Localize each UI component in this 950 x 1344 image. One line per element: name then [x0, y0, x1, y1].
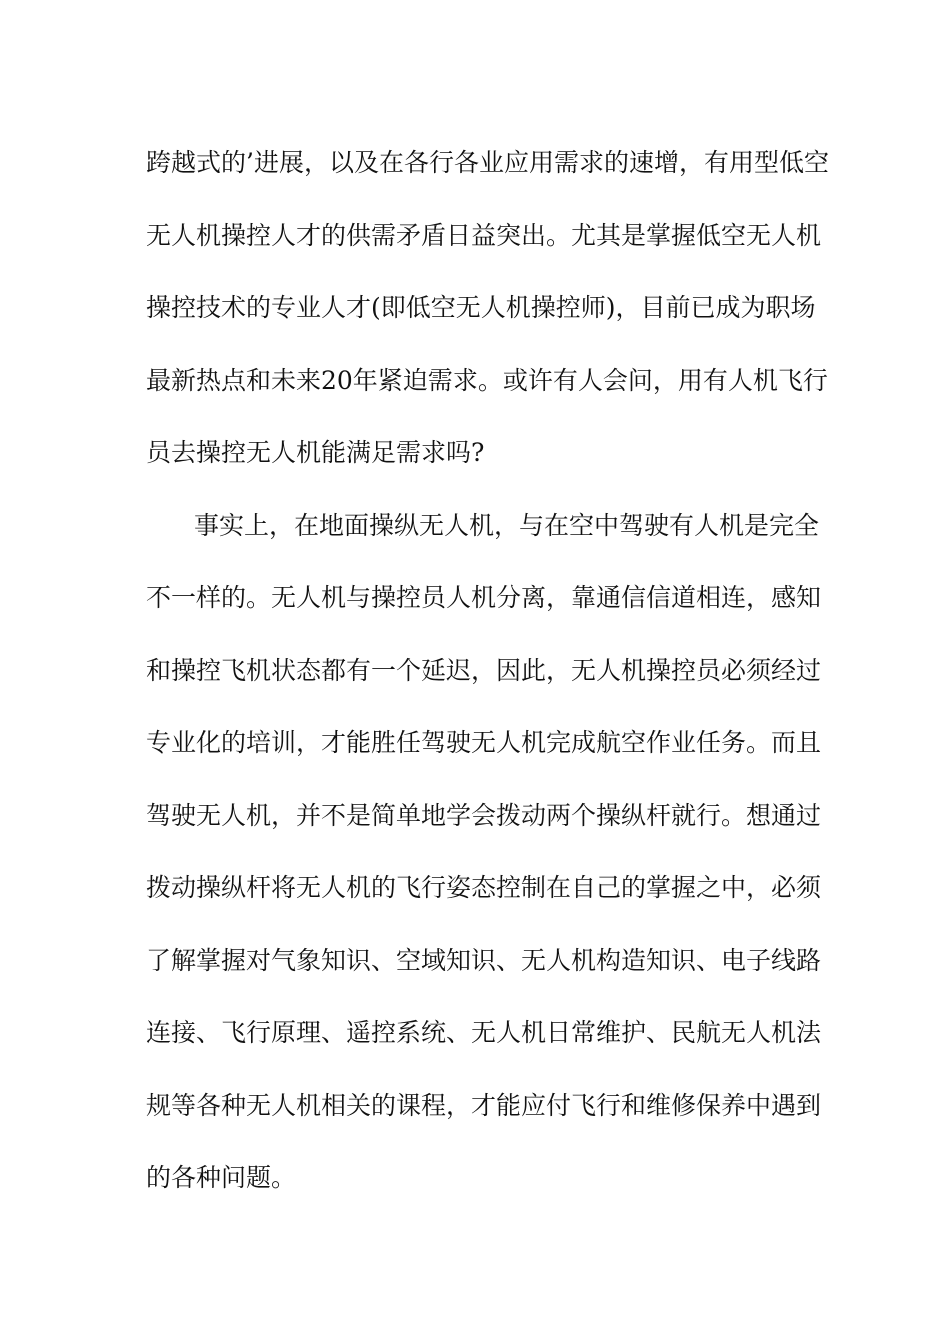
text-line: 跨越式的’进展，以及在各行各业应用需求的速增，有用型低空	[146, 148, 829, 177]
paragraph-first-line: 事实上，在地面操纵无人机，与在空中驾驶有人机是完全	[194, 510, 820, 540]
text-line: 了解掌握对气象知识、空域知识、无人机构造知识、电子线路	[146, 945, 822, 975]
text-line: 专业化的培训，才能胜任驾驶无人机完成航空作业任务。而且	[146, 728, 822, 757]
text-line: 规等各种无人机相关的课程，才能应付飞行和维修保养中遇到	[146, 1090, 822, 1120]
text-line: 的各种问题。	[146, 1163, 297, 1192]
text-line: 操控技术的专业人才(即低空无人机操控师)，目前已成为职场	[146, 293, 816, 322]
text-line: 无人机操控人才的供需矛盾日益突出。尤其是掌握低空无人机	[146, 220, 822, 250]
document-body	[146, 127, 829, 1215]
text-line: 和操控飞机状态都有一个延迟，因此，无人机操控员必须经过	[146, 655, 822, 685]
text-line: 驾驶无人机，并不是简单地学会拨动两个操纵杆就行。想通过	[146, 800, 822, 830]
text-line: 不一样的。无人机与操控员人机分离，靠通信信道相连，感知	[146, 583, 822, 612]
text-line: 连接、飞行原理、遥控系统、无人机日常维护、民航无人机法	[146, 1018, 822, 1047]
text-line: 最新热点和未来20年紧迫需求。或许有人会问，用有人机飞行	[146, 365, 828, 395]
text-line: 员去操控无人机能满足需求吗?	[146, 438, 485, 467]
text-line: 拨动操纵杆将无人机的飞行姿态控制在自己的掌握之中，必须	[146, 873, 822, 902]
